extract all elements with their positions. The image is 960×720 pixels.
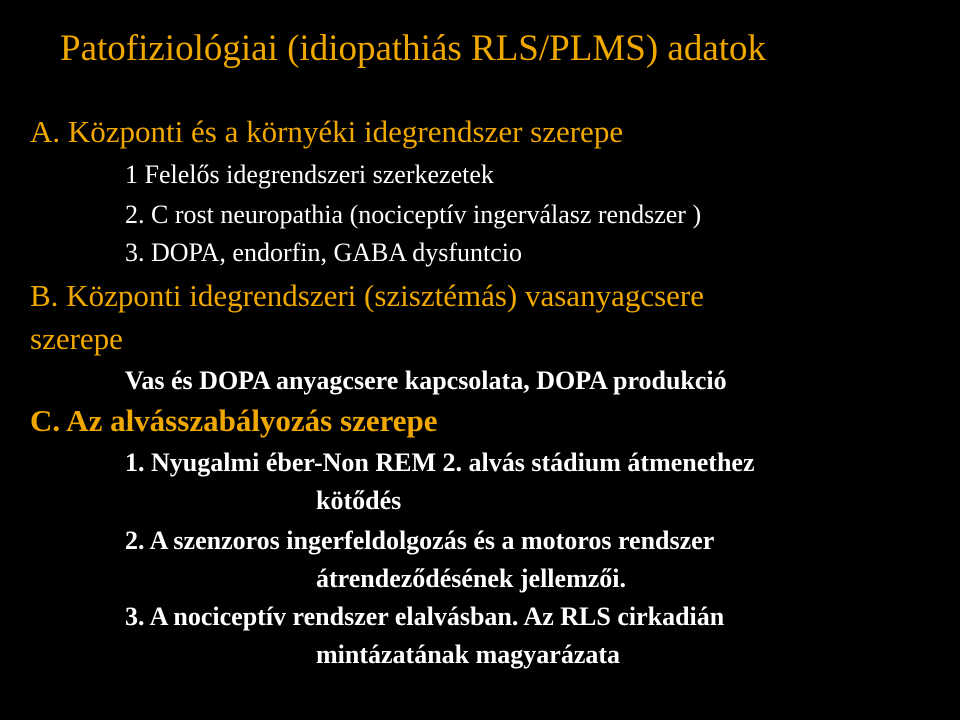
section-b-item-1: Vas és DOPA anyagcsere kapcsolata, DOPA produkció bbox=[125, 366, 727, 395]
section-a-heading: A. Központi és a környéki idegrendszer szerepe bbox=[30, 114, 624, 149]
section-c-item-1-line-2: kötődés bbox=[316, 486, 402, 515]
section-a-item-3: 3. DOPA, endorfin, GABA dysfuntcio bbox=[125, 238, 522, 267]
section-a-item-1: 1 Felelős idegrendszeri szerkezetek bbox=[125, 160, 494, 189]
section-b-heading-line-1: B. Központi idegrendszeri (szisztémás) vasanyagcsere bbox=[30, 278, 704, 313]
section-a-item-2: 2. C rost neuropathia (nociceptív ingerválasz rendszer ) bbox=[125, 200, 702, 229]
section-c-item-2-line-2: átrendeződésének jellemzői. bbox=[316, 564, 626, 593]
section-c-item-1-line-1: 1. Nyugalmi éber-Non REM 2. alvás stádium átmenethez bbox=[125, 448, 755, 477]
section-c-item-3-line-2: mintázatának magyarázata bbox=[316, 640, 621, 669]
section-b-heading-line-2: szerepe bbox=[30, 321, 123, 356]
slide-title: Patofiziológiai (idiopathiás RLS/PLMS) adatok bbox=[60, 28, 767, 69]
section-c-item-2-line-1: 2. A szenzoros ingerfeldolgozás és a motoros rendszer bbox=[125, 526, 715, 555]
section-c-heading: C. Az alvásszabályozás szerepe bbox=[30, 403, 438, 438]
section-c-item-3-line-1: 3. A nociceptív rendszer elalvásban. Az RLS cirkadián bbox=[125, 602, 725, 631]
